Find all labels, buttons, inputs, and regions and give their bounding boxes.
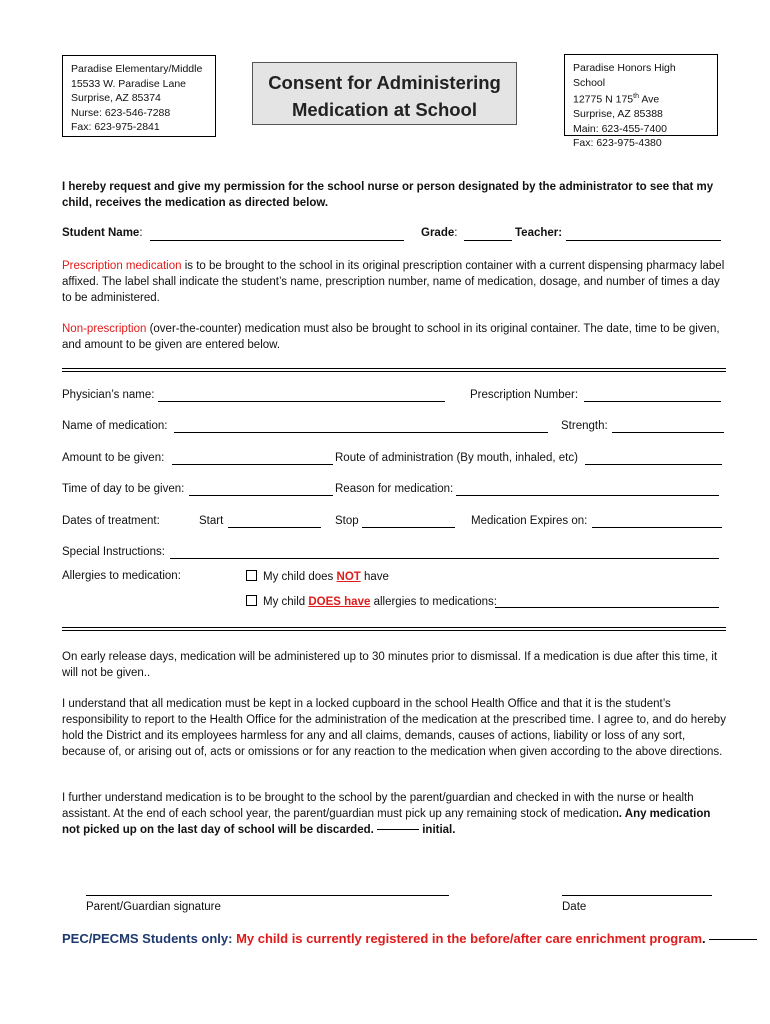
time-of-day-field[interactable] [189, 495, 333, 496]
parent-signature-field[interactable] [86, 895, 449, 896]
grade-field[interactable] [464, 240, 512, 241]
yes-allergy-checkbox[interactable] [246, 595, 257, 606]
time-of-day-label: Time of day to be given: [62, 483, 185, 495]
date-field[interactable] [562, 895, 712, 896]
special-field[interactable] [170, 558, 719, 559]
rx-number-label: Prescription Number: [470, 389, 579, 401]
route-label: Route of administration (By mouth, inhaled, etc) [335, 452, 578, 464]
pec-initial-field[interactable] [709, 939, 757, 940]
date-label: Date [562, 901, 587, 913]
student-name-label: Student Name: [62, 227, 143, 239]
amount-field[interactable] [172, 464, 333, 465]
form-title-box [252, 62, 517, 125]
right-school-main: Main: 623-455-7400 [573, 122, 667, 135]
stop-label: Stop [335, 515, 359, 527]
route-field[interactable] [585, 464, 722, 465]
special-label: Special Instructions: [62, 546, 165, 558]
left-school-nurse: Nurse: 623-546-7288 [71, 106, 171, 119]
allergies-label: Allergies to medication: [62, 570, 181, 582]
form-title-line1: Consent for Administering [268, 72, 501, 93]
pec-statement: PEC/PECMS Students only: My child is currently registered in the before/after care enrichment program. [62, 931, 757, 946]
form-title-line2: Medication at School [291, 99, 478, 120]
left-school-name: Paradise Elementary/Middle [71, 63, 203, 75]
grade-label: Grade: [421, 227, 458, 239]
student-name-field[interactable] [150, 240, 404, 241]
strength-field[interactable] [612, 432, 724, 433]
teacher-field[interactable] [566, 240, 721, 241]
physician-label: Physician’s name: [62, 389, 155, 401]
prescription-paragraph: Prescription medication is to be brought to the school in its original prescription container with a current dispensing pharmacy label affixed. The label shall indicate the student’s name, prescription number, name of medication, dosage, and number of times a day to be administered. [62, 260, 725, 304]
parent-signature-label: Parent/Guardian signature [86, 901, 221, 913]
teacher-label: Teacher: [515, 227, 563, 239]
early-release-paragraph: On early release days, medication will be administered up to 30 minutes prior to dismissal. If a medication is due after this time, it will not be given.. [62, 651, 718, 679]
further-paragraph: I further understand medication is to be brought to the school by the parent/guardian and checked in with the nurse or health assistant. At the end of each school year, the parent/guardian must pick up any remaining stock of medication. Any medication not picked up on the last day of school will be discarded. initial. [62, 792, 711, 836]
expires-label: Medication Expires on: [471, 515, 588, 527]
understand-paragraph: I understand that all medication must be kept in a locked cupboard in the school Health Office and that it is the student’s responsibility to report to the Health Office for the administration of the medication at the prescribed time. I agree to, and do hereby hold the District and its employees harmless for any and all claims, demands, causes of actions, liability or loss of any sort, because of, or arising out of, acts or omissions or for any reaction to the medication when given according to the above directions. [62, 698, 726, 758]
prescription-heading: Prescription medication [62, 260, 182, 272]
section-divider-top-2 [62, 371, 726, 372]
reason-label: Reason for medication: [335, 483, 454, 495]
yes-allergy-option[interactable]: My child DOES have allergies to medications: [246, 595, 497, 608]
rx-number-field[interactable] [584, 401, 721, 402]
right-school-fax: Fax: 623-975-4380 [573, 137, 662, 150]
section-divider-bottom-2 [62, 630, 726, 631]
dates-label: Dates of treatment: [62, 515, 160, 527]
strength-label: Strength: [561, 420, 608, 432]
allergies-list-field[interactable] [495, 607, 719, 608]
nonprescription-heading: Non-prescription [62, 323, 147, 335]
med-name-label: Name of medication: [62, 420, 168, 432]
med-name-field[interactable] [174, 432, 548, 433]
no-allergy-checkbox[interactable] [246, 570, 257, 581]
left-school-address2: Surprise, AZ 85374 [71, 92, 161, 105]
section-divider-bottom [62, 627, 726, 628]
right-school-address2: Surprise, AZ 85388 [573, 108, 663, 121]
stop-field[interactable] [362, 527, 455, 528]
section-divider-top [62, 368, 726, 369]
intro-statement: I hereby request and give my permission for the school nurse or person designated by the administrator to see that my child, receives the medication as directed below. [62, 181, 714, 209]
physician-field[interactable] [158, 401, 445, 402]
left-school-box [62, 55, 216, 137]
nonprescription-paragraph: Non-prescription (over-the-counter) medication must also be brought to school in its original container. The date, time to be given, and amount to be given are entered below. [62, 323, 720, 351]
amount-label: Amount to be given: [62, 452, 165, 464]
start-label: Start [199, 515, 224, 527]
right-school-box [564, 54, 718, 150]
start-field[interactable] [228, 527, 321, 528]
initial-field[interactable] [377, 829, 419, 830]
left-school-address1: 15533 W. Paradise Lane [71, 77, 186, 90]
reason-field[interactable] [456, 495, 719, 496]
no-allergy-option[interactable]: My child does NOT have [246, 570, 389, 583]
right-school-name: Paradise Honors High School [573, 62, 676, 89]
left-school-fax: Fax: 623-975-2841 [71, 121, 160, 134]
right-school-address1: 12775 N 175th Ave [573, 93, 660, 106]
expires-field[interactable] [592, 527, 722, 528]
